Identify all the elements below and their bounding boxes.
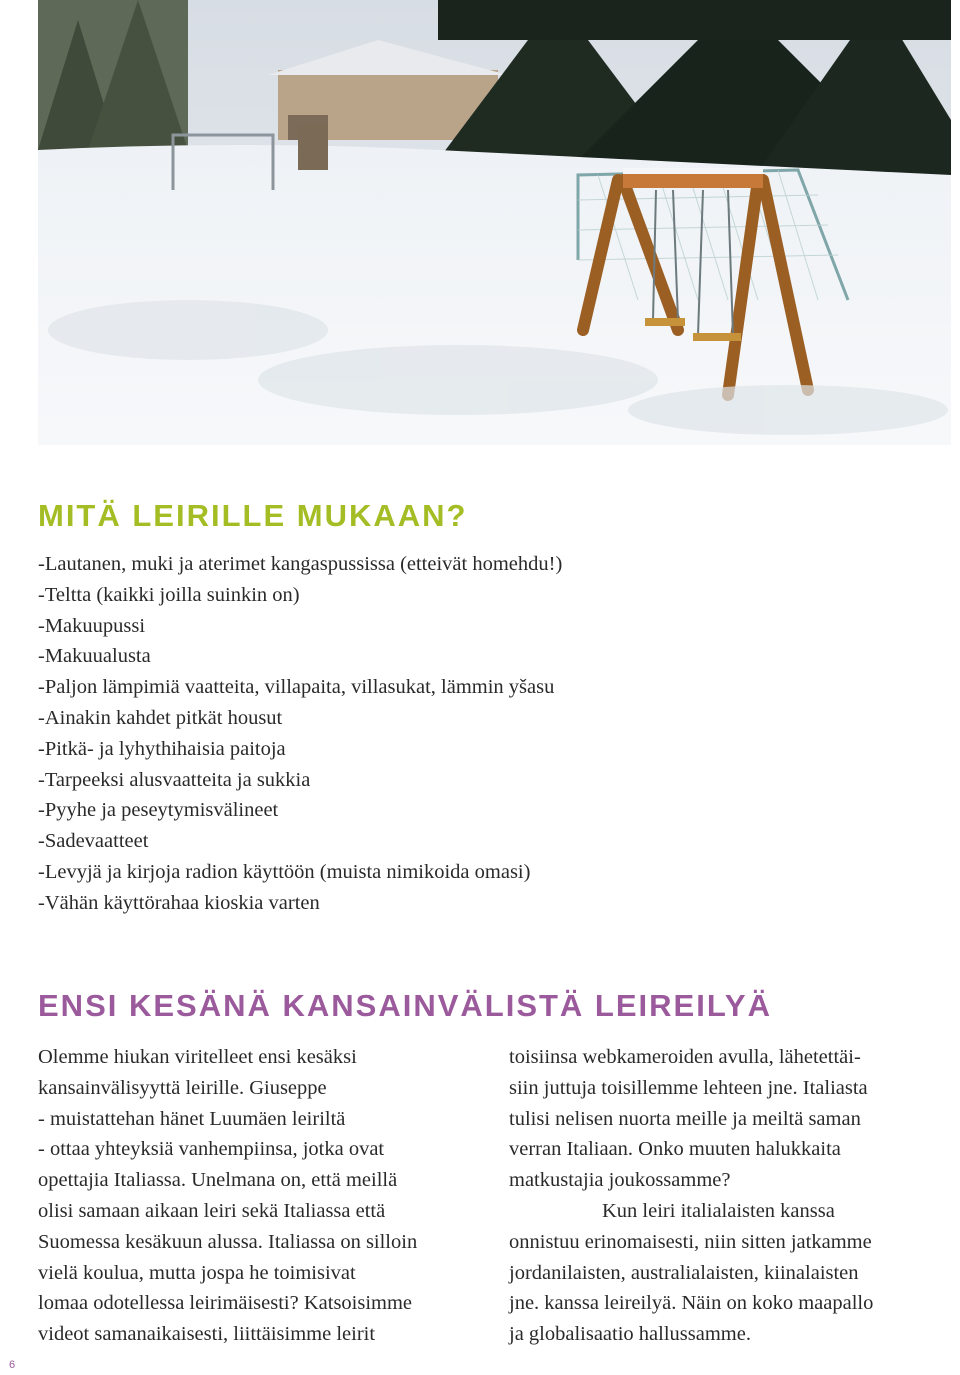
winter-playground-photo (38, 0, 951, 445)
photo-illustration (38, 0, 951, 445)
article-column-right (509, 1042, 954, 1350)
text-line: toisiinsa webkameroiden avulla, lähetettäi- (509, 1046, 861, 1068)
text-line: siin juttuja toisillemme lehteen jne. Italiasta (509, 1076, 868, 1099)
packing-list (38, 549, 562, 919)
text-line: onnistuu erinomaisesti, niin sitten jatkamme (509, 1230, 872, 1253)
list-item: -Vähän käyttörahaa kioskia varten (38, 891, 320, 914)
list-item: -Teltta (kaikki joilla suinkin on) (38, 583, 300, 606)
text-line: lomaa odotellessa leirimäisesti? Katsoisimme (38, 1292, 413, 1315)
packing-heading: MITÄ LEIRILLE MUKAAN? (38, 498, 468, 533)
list-item: -Lautanen, muki ja aterimet kangaspussissa (etteivät homehdu!) (38, 553, 563, 575)
text-line: - ottaa yhteyksiä vanhempiinsa, jotka ovat (38, 1138, 385, 1161)
list-item: -Levyjä ja kirjoja radion käyttöön (muista nimikoida omasi) (38, 860, 531, 883)
list-item: -Makuualusta (38, 645, 151, 668)
text-line: videot samanaikaisesti, liittäisimme leirit (38, 1323, 376, 1346)
text-line: - muistattehan hänet Luumäen leiriltä (38, 1107, 346, 1130)
text-line: kansainvälisyyttä leirille. Giuseppe (38, 1076, 327, 1099)
text-line: verran Italiaan. Onko muuten halukkaita (509, 1138, 841, 1161)
list-item: -Sadevaatteet (38, 830, 149, 853)
text-line: opettajia Italiassa. Unelmana on, että meillä (38, 1169, 398, 1192)
article-column-left (38, 1042, 488, 1350)
list-item: -Tarpeeksi alusvaatteita ja sukkia (38, 768, 311, 791)
text-line: Olemme hiukan viritelleet ensi kesäksi (38, 1046, 357, 1068)
text-line: matkustajia joukossamme? (509, 1169, 731, 1192)
list-item: -Makuupussi (38, 614, 146, 637)
text-line: olisi samaan aikaan leiri sekä Italiassa että (38, 1199, 386, 1222)
page-number: 6 (9, 1359, 16, 1371)
list-item: -Pitkä- ja lyhythihaisia paitoja (38, 737, 286, 760)
list-item: -Paljon lämpimiä vaatteita, villapaita, villasukat, lämmin yšasu (38, 676, 555, 699)
text-line-indented: Kun leiri italialaisten kanssa (602, 1199, 835, 1222)
text-line: tulisi nelisen nuorta meille ja meiltä saman (509, 1107, 861, 1130)
text-line: ja globalisaatio hallussamme. (509, 1323, 751, 1346)
text-line: jordanilaisten, australialaisten, kiinalaisten (509, 1261, 859, 1284)
text-line: vielä koulua, mutta jospa he toimisivat (38, 1261, 356, 1284)
list-item: -Pyyhe ja peseytymisvälineet (38, 799, 279, 822)
text-line: Suomessa kesäkuun alussa. Italiassa on silloin (38, 1230, 418, 1253)
list-item: -Ainakin kahdet pitkät housut (38, 706, 283, 729)
international-heading: ENSI KESÄNÄ KANSAINVÄLISTÄ LEIREILYÄ (38, 988, 772, 1023)
text-line: jne. kanssa leireilyä. Näin on koko maapallo (509, 1292, 874, 1315)
